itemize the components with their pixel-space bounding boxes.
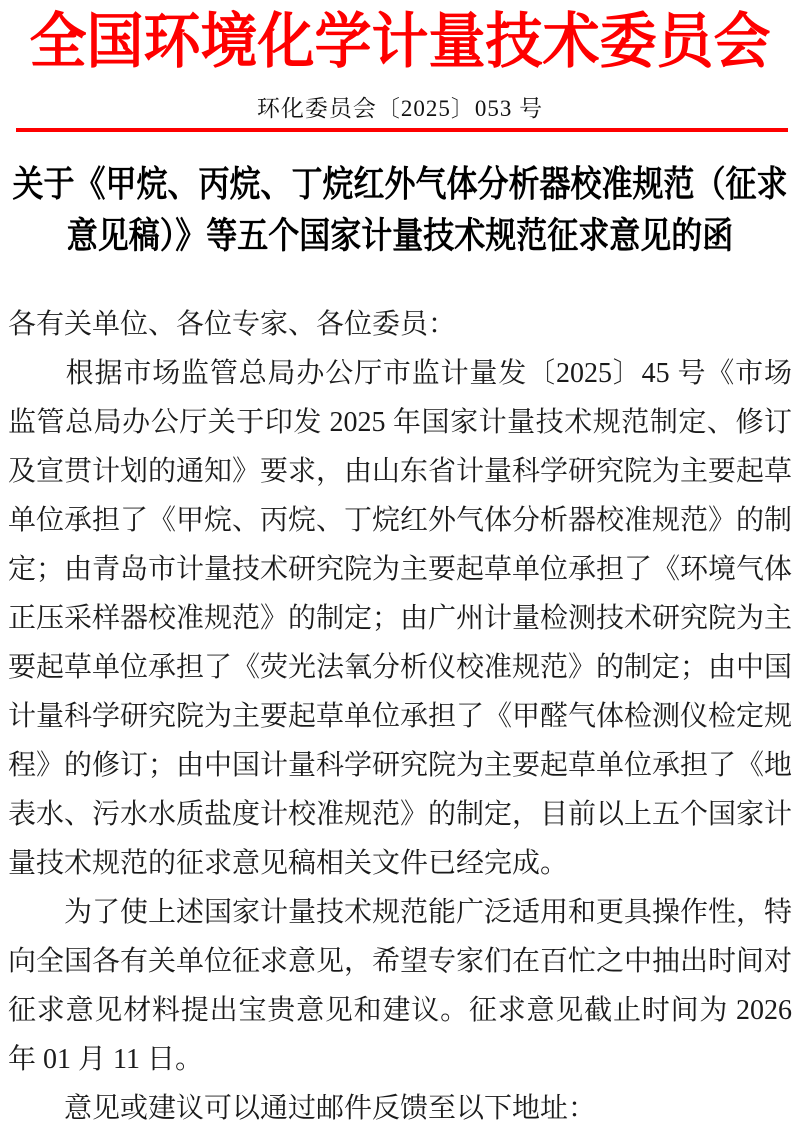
body-line: 定；由青岛市计量技术研究院为主要起草单位承担了《环境气体 bbox=[8, 554, 793, 585]
document-title bbox=[0, 158, 800, 262]
header-org-name: 全国环境化学计量技术委员会 bbox=[29, 9, 771, 75]
red-divider-line bbox=[16, 128, 788, 132]
document-body bbox=[8, 300, 792, 1130]
body-line: 向全国各有关单位征求意见，希望专家们在百忙之中抽出时间对 bbox=[8, 946, 793, 977]
body-line: 根据市场监管总局办公厅市监计量发〔2025〕45 号《市场 bbox=[8, 358, 792, 389]
body-line: 年 01 月 11 日。 bbox=[8, 1044, 203, 1075]
body-line: 表水、污水水质盐度计校准规范》的制定，目前以上五个国家计 bbox=[8, 799, 793, 830]
body-line: 及宣贯计划的通知》要求，由山东省计量科学研究院为主要起草 bbox=[8, 456, 793, 487]
body-line: 意见或建议可以通过邮件反馈至以下地址： bbox=[8, 1093, 597, 1124]
body-line: 正压采样器校准规范》的制定；由广州计量检测技术研究院为主 bbox=[8, 603, 793, 634]
body-line: 征求意见材料提出宝贵意见和建议。征求意见截止时间为 2026 bbox=[8, 995, 792, 1026]
doc-number: 环化委员会〔2025〕053 号 bbox=[256, 96, 544, 121]
body-line: 程》的修订；由中国计量科学研究院为主要起草单位承担了《地 bbox=[8, 750, 793, 781]
body-line: 要起草单位承担了《荧光法氧分析仪校准规范》的制定；由中国 bbox=[8, 652, 793, 683]
body-line: 单位承担了《甲烷、丙烷、丁烷红外气体分析器校准规范》的制 bbox=[8, 505, 793, 536]
body-line: 监管总局办公厅关于印发 2025 年国家计量技术规范制定、修订 bbox=[8, 407, 792, 438]
document-title-line-2: 意见稿）》等五个国家计量技术规范征求意见的函 bbox=[66, 215, 734, 256]
body-line: 计量科学研究院为主要起草单位承担了《甲醛气体检测仪检定规 bbox=[8, 701, 793, 732]
body-line: 量技术规范的征求意见稿相关文件已经完成。 bbox=[8, 848, 569, 879]
body-line: 各有关单位、各位专家、各位委员： bbox=[8, 309, 457, 340]
document-title-line-1: 关于《甲烷、丙烷、丁烷红外气体分析器校准规范（征求 bbox=[12, 163, 788, 204]
body-line: 为了使上述国家计量技术规范能广泛适用和更具操作性，特 bbox=[8, 897, 793, 928]
